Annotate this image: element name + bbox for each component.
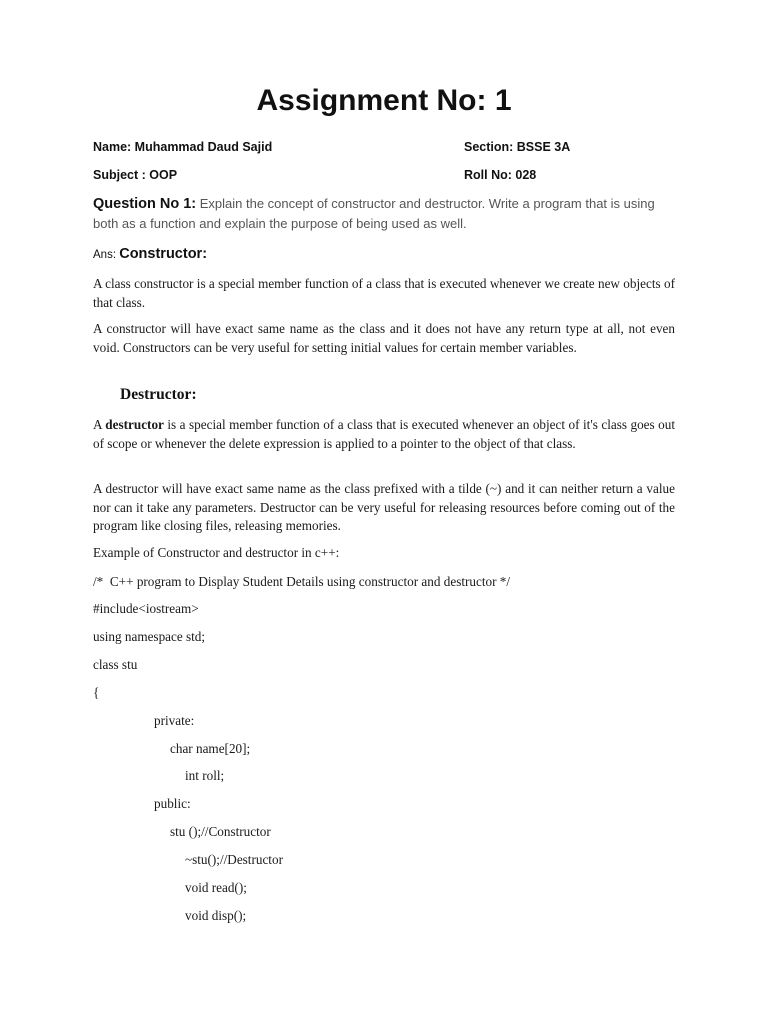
page-title: Assignment No: 1 xyxy=(256,84,512,117)
code-line: void disp(); xyxy=(185,908,247,923)
constructor-paragraph-2: A constructor will have exact same name as the class and it does not have any return type at all, not even void. Constructors can be very useful for setting initial values for certain member variables. xyxy=(93,321,675,355)
constructor-paragraph-1: A class constructor is a special member function of a class that is executed whenever we create new objects of that class. xyxy=(93,276,675,310)
code-line: int roll; xyxy=(185,768,225,783)
code-line: void read(); xyxy=(185,880,247,895)
destructor-paragraph-1 xyxy=(93,416,675,453)
code-line: using namespace std; xyxy=(93,629,206,644)
code-line: /* C++ program to Display Student Details using constructor and destructor */ xyxy=(93,574,511,589)
subject-info: Subject : OOP xyxy=(93,168,178,182)
section-info: Section: BSSE 3A xyxy=(464,140,571,154)
example-intro: Example of Constructor and destructor in c++: xyxy=(93,545,340,560)
question-label: Question No 1: xyxy=(93,196,197,212)
constructor-heading: Constructor: xyxy=(119,246,208,262)
answer-header xyxy=(93,245,207,263)
roll-number: Roll No: 028 xyxy=(464,168,537,182)
answer-label: Ans: xyxy=(93,249,120,261)
question-text: Explain the concept of constructor and destructor. Write a program that is using both as a function and explain the purpose of being used as well. xyxy=(93,196,655,231)
code-line: stu ();//Constructor xyxy=(170,824,271,839)
destructor-bold-term: destructor xyxy=(105,417,164,432)
code-line: #include<iostream> xyxy=(93,601,199,616)
destructor-p1-rest: is a special member function of a class that is executed whenever an object of it's class goes out of scope or whenever the delete expression is applied to a pointer to the object of that class. xyxy=(93,417,675,451)
destructor-p1-start: A xyxy=(93,417,106,432)
code-line: private: xyxy=(154,713,195,728)
code-line: ~stu();//Destructor xyxy=(185,852,283,867)
code-line: { xyxy=(93,685,100,700)
student-name: Name: Muhammad Daud Sajid xyxy=(93,140,273,154)
code-line: char name[20]; xyxy=(170,741,251,756)
code-line: class stu xyxy=(93,657,138,672)
destructor-paragraph-2: A destructor will have exact same name as the class prefixed with a tilde (~) and it can neither return a value nor can it take any parameters. Destructor can be very useful for releasing resources before coming out of the program like closing files, releasing memories. xyxy=(93,481,675,533)
destructor-heading: Destructor: xyxy=(120,386,197,403)
question-block xyxy=(93,194,683,234)
code-line: public: xyxy=(154,796,191,811)
